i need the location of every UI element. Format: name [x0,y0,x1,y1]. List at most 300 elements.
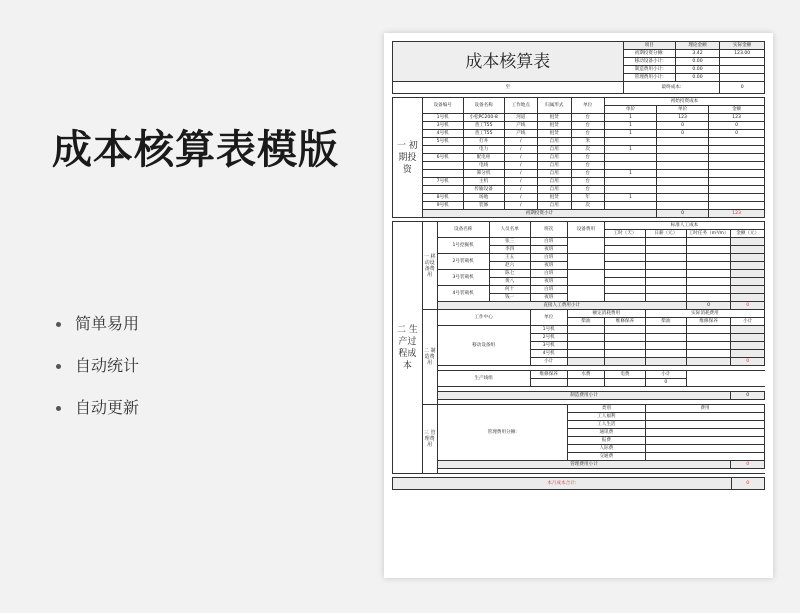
bullet-icon [56,322,61,327]
header-row-theory: 3.42 [675,50,720,58]
cell [731,238,765,246]
cell: 0 [709,130,765,138]
cell: 1 [604,122,656,130]
cell [686,270,731,278]
cell [604,254,645,262]
cell: 租赁 [538,130,571,138]
cell: 1 [604,146,656,154]
cell: 2号机 [530,334,567,342]
table-row [393,202,765,210]
production-table [392,221,765,474]
cell [686,358,731,366]
cell [567,326,604,334]
cell: 白班 [530,238,567,246]
feature-list [56,312,139,438]
cell: 1号机 [422,114,463,122]
cell [604,154,656,162]
cell [709,202,765,210]
cell: 自用 [538,162,571,170]
cell: / [504,154,537,162]
cell: 1 [604,194,656,202]
cell: / [504,162,537,170]
cell: 0 [657,130,709,138]
cell [709,186,765,194]
cell: 通讯费 [567,429,645,437]
cell: 1号挖掘机 [437,238,489,254]
cell [657,162,709,170]
cell [645,350,686,358]
cell: 白班 [530,286,567,294]
col-unit: 单位 [571,98,604,114]
feature-item [56,396,139,438]
cell: 年 [571,194,604,202]
initial-subtotal-value: 0 [657,210,709,218]
cell [686,238,731,246]
cell [604,178,656,186]
cell: 9号机 [422,202,463,210]
cell [686,350,731,358]
cell [709,154,765,162]
cell [657,170,709,178]
cell: 白班 [530,254,567,262]
cell [709,146,765,154]
cell: 夜班 [530,294,567,302]
mobile-section-label: 一 移动设备费用 [422,222,437,310]
total-label: 本月成本合计: [393,478,732,490]
table-row [393,194,765,202]
cell: 电线 [463,162,504,170]
cell [657,154,709,162]
cell: / [504,170,537,178]
col-name: 设备名称 [463,98,504,114]
cell [686,286,731,294]
cell: 工人福利 [567,413,645,421]
cell: 租赁 [538,114,571,122]
cell: 传输设备 [463,186,504,194]
cell [567,350,604,358]
col-price: 单价 [657,106,709,114]
management-subtotal-label: 管理费用小计 [437,461,731,469]
cell [686,326,731,334]
cell: 产线 [504,130,537,138]
cell: 1号机 [530,326,567,334]
cell: 报费 [567,437,645,445]
cell: 123 [657,114,709,122]
table-row [393,254,765,262]
cell: 3号机 [530,342,567,350]
cell: 赵六 [489,262,530,270]
line-group-label: 生产线组 [437,371,530,387]
col-place: 工作地点 [504,98,537,114]
cell: 台 [571,162,604,170]
cell [604,334,645,342]
cell [686,342,731,350]
mobile-subtotal-value: 0 [686,302,731,310]
initial-investment-table [392,97,765,218]
cell: 白班 [530,270,567,278]
cell [709,162,765,170]
cell: 工人生活 [567,421,645,429]
cell [645,445,764,453]
initial-subtotal-label: 初期投资小计 [422,210,656,218]
cell: / [504,194,537,202]
cell: 台 [571,130,604,138]
total-value: 0 [731,478,764,490]
cell [645,342,686,350]
bullet-icon [56,364,61,369]
cell [645,429,764,437]
cell [731,286,765,294]
cell [604,379,645,387]
manufacturing-subtotal-value: 0 [731,392,765,400]
sheet-title: 成本核算表 [393,42,624,82]
cell [657,178,709,186]
cell: 交通费 [567,453,645,461]
cell: / [504,178,537,186]
cell [731,342,765,350]
cell [567,270,604,286]
cell: 普工T55 [463,130,504,138]
cell [645,262,686,270]
cell [709,194,765,202]
cell: 1 [604,130,656,138]
cell: 8号机 [422,194,463,202]
col-actual: 实际消耗费用 [645,310,764,318]
final-cost-label: 最终成本: [623,82,720,94]
cell: 何十 [489,286,530,294]
cell [709,178,765,186]
col-line-power: 电费 [604,371,645,379]
spacer [437,469,764,474]
cell: 自用 [538,146,571,154]
cell [645,278,686,286]
cell [657,146,709,154]
table-row [393,326,765,334]
cell [731,326,765,334]
col-code: 设备编号 [422,98,463,114]
header-row-label: 制造费用小计: [623,66,675,74]
cell [604,202,656,210]
cell [604,270,645,278]
table-row [393,122,765,130]
cell: 夜班 [530,278,567,286]
cell: 租赁 [538,194,571,202]
cell: 1 [604,170,656,178]
col-sub: 小计 [731,318,765,326]
col-repair: 维修保养 [604,318,645,326]
header-row-theory: 0.00 [675,74,720,82]
col-actual: 实际金额 [720,42,765,50]
cell [645,238,686,246]
line-value: 0 [645,379,686,387]
cell: 夜班 [530,262,567,270]
cell: 7号机 [422,178,463,186]
cell: 河道 [504,114,537,122]
cell [604,326,645,334]
cell [604,238,645,246]
header-row-label: 初期投资分摊: [623,50,675,58]
cell [657,194,709,202]
header-row-actual [720,58,765,66]
management-split-label: 管理费用分摊: [437,405,567,461]
col-form: 归属形式 [538,98,571,114]
cell [604,294,645,302]
cell [645,294,686,302]
cell: 自用 [538,186,571,194]
cell [422,170,463,178]
cell [567,379,604,387]
cell [657,186,709,194]
cell: 小松PC200-8 [463,114,504,122]
col-shift: 班次 [530,222,567,238]
cell [731,254,765,262]
col-task: 工时任务（m³/m） [686,230,731,238]
cell: 租赁 [538,122,571,130]
cell: 4号装载机 [437,286,489,302]
cell: 筛分机 [463,170,504,178]
cell [645,270,686,278]
cell [686,262,731,270]
cell: 次 [571,146,604,154]
cell: 4号机 [530,350,567,358]
blank [686,371,764,387]
cell [422,186,463,194]
cell [657,202,709,210]
promo-title: 成本核算表模版 [52,127,339,173]
table-row [393,286,765,294]
cell [731,262,765,270]
cell: 普工T55 [463,122,504,130]
cell: 小计 [530,358,567,366]
cell: 张三 [489,238,530,246]
col-line-sub: 小计 [645,371,686,379]
management-subtotal-value: 0 [731,461,765,469]
spreadsheet-preview [384,33,773,578]
cell: 台 [571,122,604,130]
cell: 0 [709,122,765,130]
cell [731,294,765,302]
cell [567,286,604,302]
cell: 自用 [538,138,571,146]
cell [604,162,656,170]
manufacturing-subtotal-label: 制造费用小计 [437,392,731,400]
cell [645,326,686,334]
col-amount: 金额 [709,106,765,114]
col-person: 人员名单 [489,222,530,238]
header-row-actual [720,74,765,82]
col-fuel: 柴油 [567,318,604,326]
cell [686,334,731,342]
col-item: 项目 [623,42,675,50]
cell [530,379,567,387]
cell: / [504,146,537,154]
cell: 台 [571,170,604,178]
cell: 自用 [538,170,571,178]
table-row [393,146,765,154]
initial-subtotal-red: 123 [709,210,765,218]
col-theory: 理论金额 [675,42,720,50]
header-row-theory: 0.00 [675,66,720,74]
cell [645,246,686,254]
cell [567,334,604,342]
cell [731,246,765,254]
cell [604,246,645,254]
cell: 人际费 [567,445,645,453]
cell: 5号机 [422,138,463,146]
units-subtotal-red: 0 [731,358,765,366]
cell: 2号装载机 [437,254,489,270]
cell: 装修 [463,202,504,210]
cell [645,358,686,366]
table-row [393,170,765,178]
cell: 自用 [538,178,571,186]
cell [567,254,604,270]
col-amount: 金额（元） [731,230,765,238]
cell [604,278,645,286]
cell [731,334,765,342]
cell [686,246,731,254]
cell [604,350,645,358]
cell: 李四 [489,246,530,254]
cell: 电力 [463,146,504,154]
cell: 钱一 [489,294,530,302]
col-line-repair: 维修保养 [530,371,567,379]
col-wage: 日薪（元） [645,230,686,238]
col-device: 设备名称 [437,222,489,238]
cell [604,358,645,366]
table-row [393,178,765,186]
col-fuel2: 柴油 [645,318,686,326]
cell: 米 [571,138,604,146]
bullet-icon [56,406,61,411]
cell [645,413,764,421]
cell [604,186,656,194]
feature-label: 自动统计 [75,356,140,375]
cell [422,146,463,154]
cell: 配电柜 [463,154,504,162]
cell: / [504,202,537,210]
cell [686,278,731,286]
cell: 打井 [463,138,504,146]
cell: 次 [571,202,604,210]
cell [731,278,765,286]
col-fixed: 额定消耗费用 [567,310,645,318]
total-table [392,477,765,490]
table-row [393,162,765,170]
col-repair2: 维修保养 [686,318,731,326]
cell: 夜班 [530,246,567,254]
cell: 台 [571,178,604,186]
cell: 6号机 [422,154,463,162]
table-row [393,114,765,122]
cell: 4号机 [422,130,463,138]
cell: 自用 [538,154,571,162]
cell [686,294,731,302]
group-label: 移动设备组 [437,326,530,366]
cell [567,358,604,366]
cell: 陈七 [489,270,530,278]
cell [604,262,645,270]
header-row-actual [720,66,765,74]
cell [604,342,645,350]
header-row-label: 管理费用小计: [623,74,675,82]
cell [645,421,764,429]
cell [645,334,686,342]
col-dev-cost: 设备费用 [567,222,604,238]
table-row [393,186,765,194]
cell: 场地 [463,194,504,202]
feature-label: 简单易用 [75,314,140,333]
feature-item [56,312,139,354]
header-row-actual: 123.00 [720,50,765,58]
col-std-cost: 标准人工成本 [604,222,764,230]
cell [657,138,709,146]
col-cost-group: 初始投资成本 [604,98,764,106]
cell: 3号机 [422,122,463,130]
cell [731,350,765,358]
cell: 1 [604,114,656,122]
col-category: 类别 [567,405,645,413]
cell: 0 [657,122,709,130]
col-days: 工时（天） [604,230,645,238]
header-table [392,41,765,94]
cell: 自用 [538,202,571,210]
manufacturing-section-label: 二 制造费用 [422,310,437,405]
feature-label: 自动更新 [75,398,140,417]
cell: 产线 [504,122,537,130]
cell [645,254,686,262]
cell [645,286,686,294]
period-to: 至 [393,82,624,94]
management-section-label: 三 管理费用 [422,405,437,474]
table-row [393,138,765,146]
table-row [393,270,765,278]
cell [645,437,764,445]
cell [604,138,656,146]
col-center: 工作中心 [437,310,530,326]
table-row [393,154,765,162]
cell: 3号装载机 [437,270,489,286]
section-production-label: 二 生产过程成本 [393,222,423,474]
header-row-label: 移动设备小计: [623,58,675,66]
table-row [393,238,765,246]
cell [731,270,765,278]
cell [567,238,604,254]
col-fee: 费用 [645,405,764,413]
section-initial-label: 一 初期投资 [393,98,423,218]
cell [604,286,645,294]
cell: 123 [709,114,765,122]
header-row-theory: 0.00 [675,58,720,66]
cell: 台 [571,154,604,162]
mobile-subtotal-label: 直接人工费用小计 [437,302,686,310]
cell: 台 [571,186,604,194]
cell [567,342,604,350]
col-unit: 单位 [530,310,567,326]
cell: 黄八 [489,278,530,286]
feature-item [56,354,139,396]
col-line-water: 水费 [567,371,604,379]
mobile-subtotal-red: 0 [731,302,765,310]
cell [422,162,463,170]
cell: / [504,138,537,146]
cell: 主机 [463,178,504,186]
col-unit-price: 单价 [604,106,656,114]
cell [709,170,765,178]
cell: 台 [571,114,604,122]
cell: / [504,186,537,194]
cell: 王五 [489,254,530,262]
